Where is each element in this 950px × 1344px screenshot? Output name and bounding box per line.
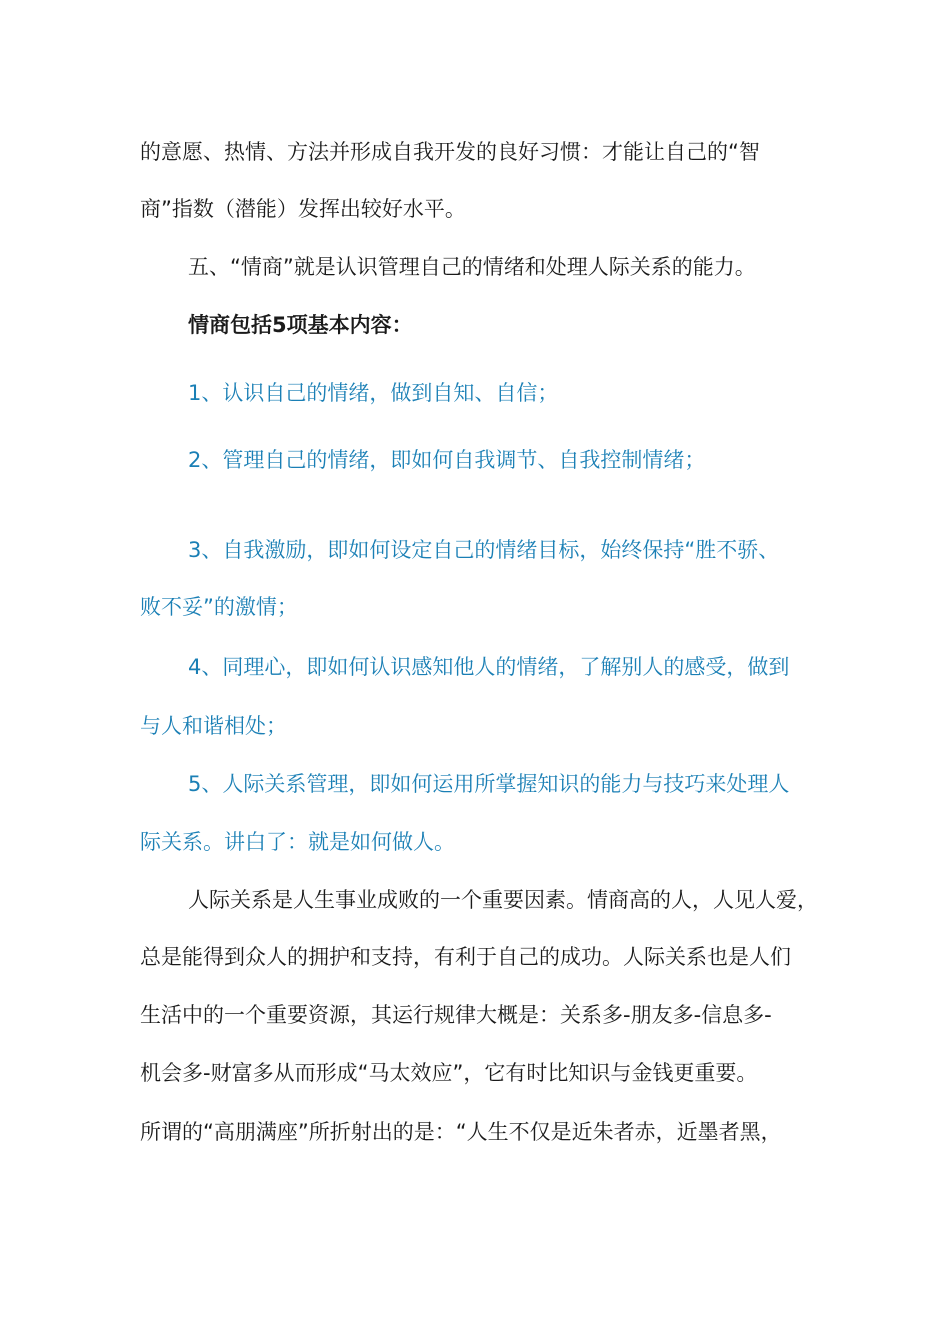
list-item-1: 1、认识自己的情绪，做到自知、自信； xyxy=(188,381,559,405)
list-item-4-line-2: 与人和谐相处； xyxy=(140,714,287,738)
paragraph-line-1: 的意愿、热情、方法并形成自我开发的良好习惯：才能让自己的“智 xyxy=(140,140,760,164)
list-item-3-line-1: 3、自我激励，即如何设定自己的情绪目标，始终保持“胜不骄、 xyxy=(188,538,780,562)
paragraph-line-2: 商”指数（潜能）发挥出较好水平。 xyxy=(140,197,466,221)
relationship-paragraph-line-1: 人际关系是人生事业成败的一个重要因素。情商高的人，人见人爱， xyxy=(188,888,818,912)
list-item-2: 2、管理自己的情绪，即如何自我调节、自我控制情绪； xyxy=(188,448,706,472)
list-item-4-line-1: 4、同理心，即如何认识感知他人的情绪，了解别人的感受，做到 xyxy=(188,655,790,679)
list-item-5-line-2: 际关系。讲白了：就是如何做人。 xyxy=(140,830,455,854)
relationship-paragraph-line-4: 机会多-财富多从而形成“马太效应”，它有时比知识与金钱更重要。 xyxy=(140,1061,758,1085)
list-item-5-line-1: 5、人际关系管理，即如何运用所掌握知识的能力与技巧来处理人 xyxy=(188,772,790,796)
relationship-paragraph-line-3: 生活中的一个重要资源，其运行规律大概是：关系多-朋友多-信息多- xyxy=(140,1003,772,1027)
eq-content-heading: 情商包括5项基本内容： xyxy=(188,313,413,337)
list-item-3-line-2: 败不妥”的激情； xyxy=(140,595,298,619)
relationship-paragraph-line-2: 总是能得到众人的拥护和支持，有利于自己的成功。人际关系也是人们 xyxy=(140,945,791,969)
section-five-heading: 五、“情商”就是认识管理自己的情绪和处理人际关系的能力。 xyxy=(188,255,756,279)
relationship-paragraph-line-5: 所谓的“高朋满座”所折射出的是：“人生不仅是近朱者赤，近墨者黑， xyxy=(140,1120,782,1144)
